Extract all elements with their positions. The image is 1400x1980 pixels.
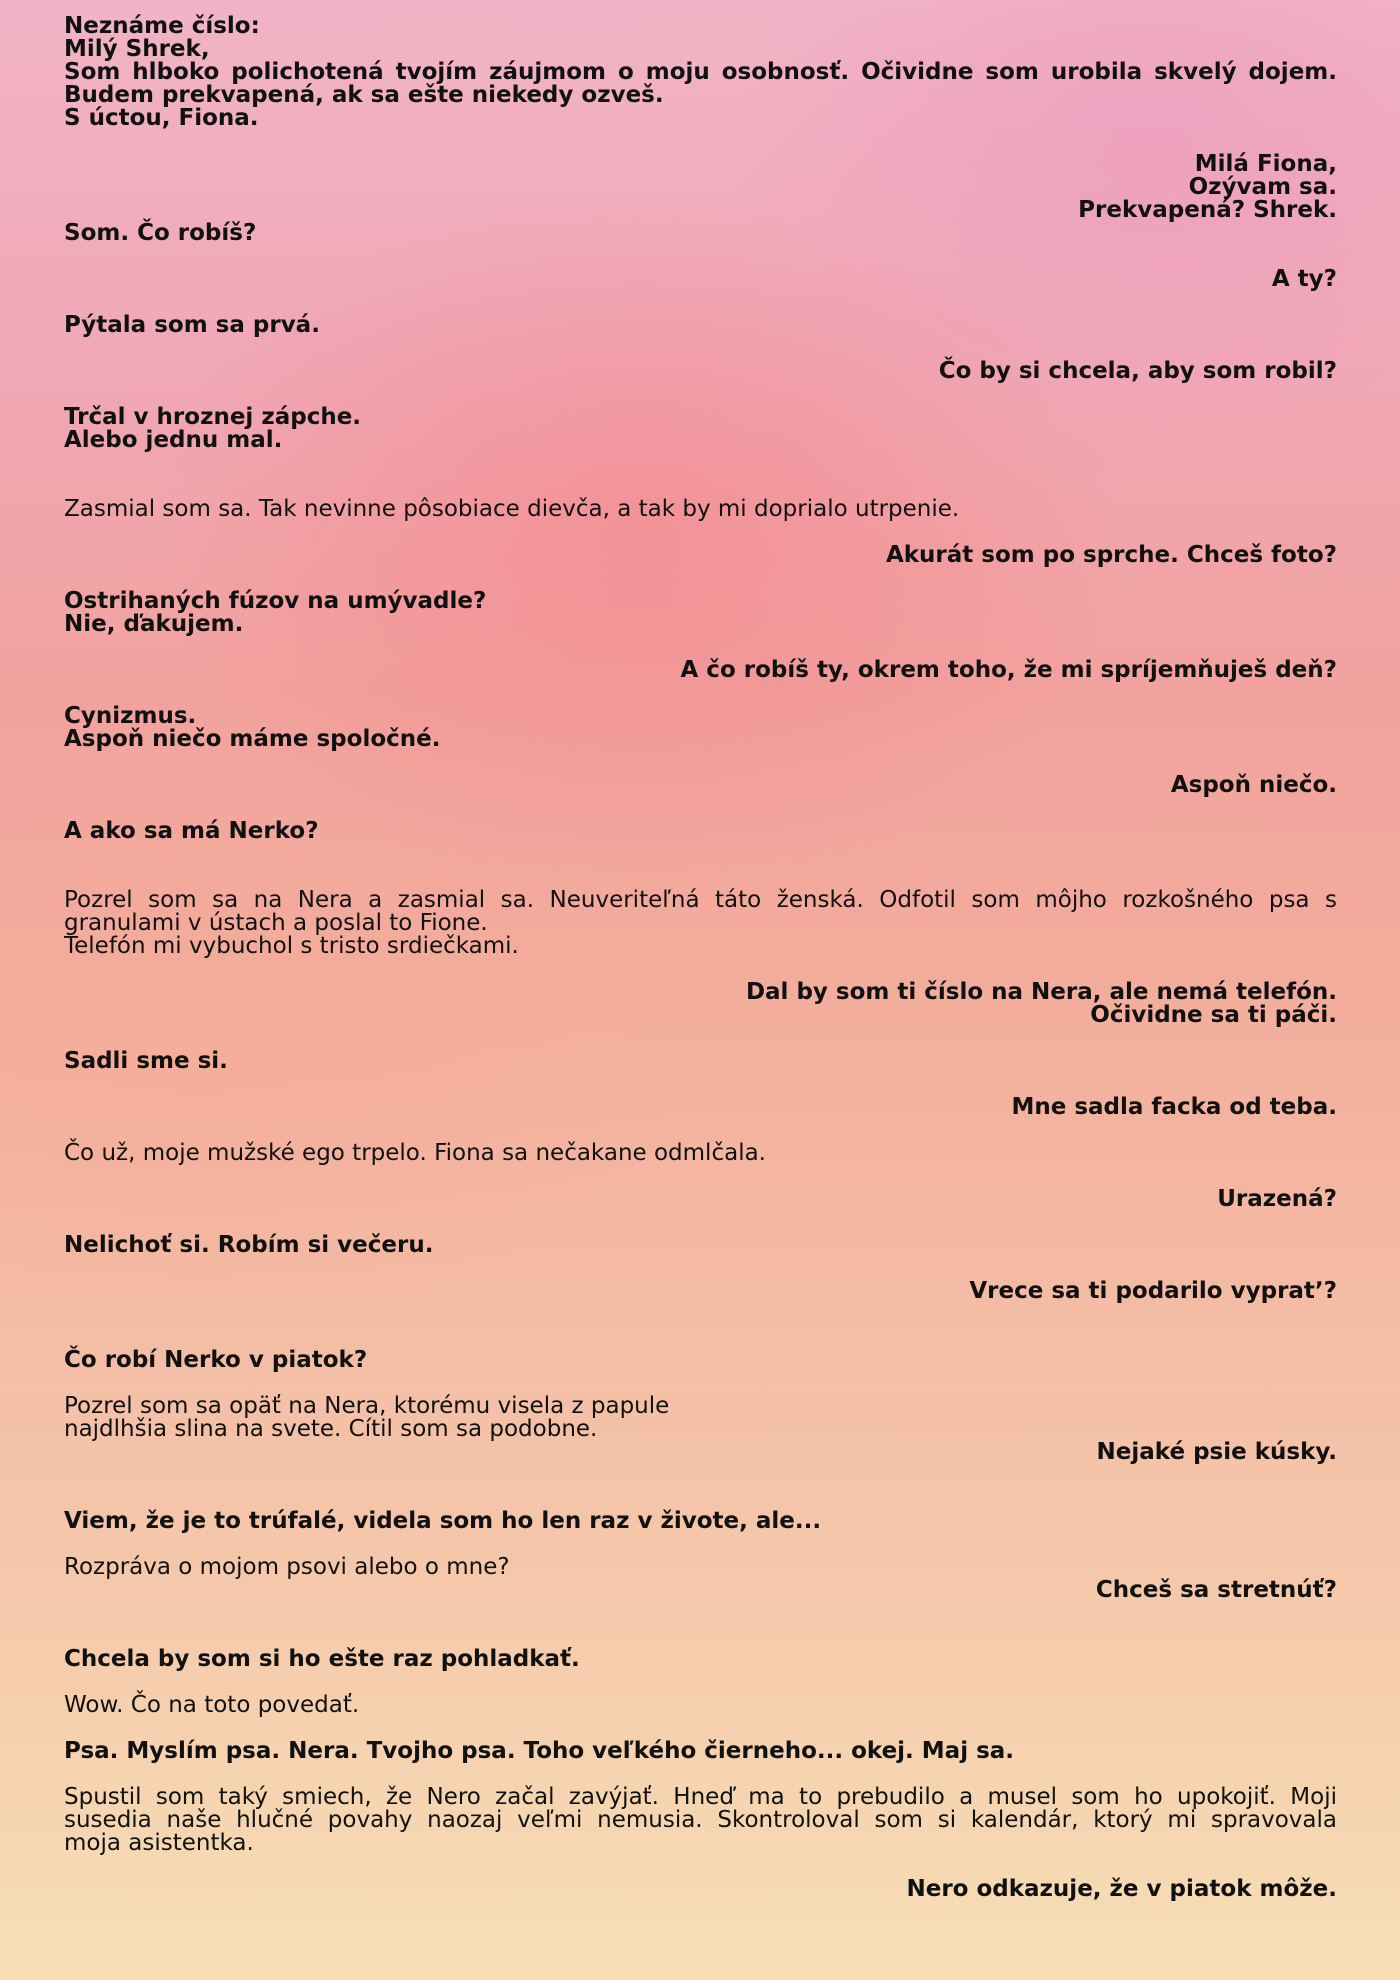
narration-line: Pozrel som sa na Nera a zasmial sa. Neuveriteľná táto ženská. Odfotil som môjho rozkošného psa s bbox=[64, 887, 1337, 913]
message-line: Ostrihaných fúzov na umývadle? bbox=[64, 588, 487, 614]
message-line: A ty? bbox=[1271, 266, 1337, 292]
narration-line: moja asistentka. bbox=[64, 1830, 254, 1856]
message-line: Milá Fiona, bbox=[1194, 151, 1337, 177]
message-line: Ozývam sa. bbox=[1188, 174, 1337, 200]
message-line: A ako sa má Nerko? bbox=[64, 818, 319, 844]
message-line: Pýtala som sa prvá. bbox=[64, 312, 320, 338]
narration-line: Čo už, moje mužské ego trpelo. Fiona sa nečakane odmlčala. bbox=[64, 1140, 766, 1166]
message-line: Alebo jednu mal. bbox=[64, 427, 283, 453]
message-line: Dal by som ti číslo na Nera, ale nemá telefón. bbox=[745, 979, 1337, 1005]
message-line: Milý Shrek, bbox=[64, 36, 210, 62]
narration-line: Telefón mi vybuchol s tristo srdiečkami. bbox=[64, 933, 519, 959]
narration-line: najdlhšia slina na svete. Cítil som sa podobne. bbox=[64, 1416, 598, 1442]
narration-line: Pozrel som sa opäť na Nera, ktorému visela z papule bbox=[64, 1393, 670, 1419]
message-line: Viem, že je to trúfalé, videla som ho len raz v živote, ale... bbox=[64, 1508, 822, 1534]
message-line: Sadli sme si. bbox=[64, 1048, 228, 1074]
narration-line: Zasmial som sa. Tak nevinne pôsobiace dievča, a tak by mi doprialo utrpenie. bbox=[64, 496, 960, 522]
message-line: Budem prekvapená, ak sa ešte niekedy ozveš. bbox=[64, 82, 664, 108]
narration-line: granulami v ústach a poslal to Fione. bbox=[64, 910, 488, 936]
message-line: Aspoň niečo máme spoločné. bbox=[64, 726, 441, 752]
message-line: Chceš sa stretnúť? bbox=[1095, 1577, 1337, 1603]
narration-line: Rozpráva o mojom psovi alebo o mne? bbox=[64, 1554, 510, 1580]
narration-line: Wow. Čo na toto povedať. bbox=[64, 1692, 360, 1718]
message-line: Cynizmus. bbox=[64, 703, 197, 729]
message-line: Očividne sa ti páči. bbox=[1090, 1002, 1337, 1028]
message-line: Neznáme číslo: bbox=[64, 13, 260, 39]
message-line: Prekvapená? Shrek. bbox=[1078, 197, 1337, 223]
narration-line: susedia naše hlučné povahy naozaj veľmi nemusia. Skontroloval som si kalendár, ktorý mi spravovala bbox=[64, 1807, 1337, 1833]
message-line: Nie, ďakujem. bbox=[64, 611, 244, 637]
message-line: Urazená? bbox=[1217, 1186, 1337, 1212]
message-line: Mne sadla facka od teba. bbox=[1011, 1094, 1337, 1120]
message-line: Chcela by som si ho ešte raz pohladkať. bbox=[64, 1646, 580, 1672]
message-line: Trčal v hroznej zápche. bbox=[64, 404, 362, 430]
narration-line: Spustil som taký smiech, že Nero začal zavýjať. Hneď ma to prebudilo a musel som ho upokojiť. Moji bbox=[64, 1784, 1337, 1810]
message-line: Som hlboko polichotená tvojím záujmom o moju osobnosť. Očividne som urobila skvelý dojem. bbox=[64, 59, 1337, 85]
message-line: Nelichoť si. Robím si večeru. bbox=[64, 1232, 434, 1258]
message-line: Nejaké psie kúsky. bbox=[1096, 1439, 1337, 1465]
message-line: Čo robí Nerko v piatok? bbox=[64, 1347, 368, 1373]
message-line: Čo by si chcela, aby som robil? bbox=[938, 358, 1337, 384]
message-line: Vrece sa ti podarilo vypratʼ? bbox=[969, 1278, 1337, 1304]
message-line: Akurát som po sprche. Chceš foto? bbox=[885, 542, 1337, 568]
message-line: Nero odkazuje, že v piatok môže. bbox=[906, 1876, 1337, 1902]
message-line: A čo robíš ty, okrem toho, že mi spríjemňuješ deň? bbox=[680, 657, 1337, 683]
message-line: Som. Čo robíš? bbox=[64, 220, 257, 246]
message-line: S úctou, Fiona. bbox=[64, 105, 259, 131]
message-line: Psa. Myslím psa. Nera. Tvojho psa. Toho veľkého čierneho... okej. Maj sa. bbox=[64, 1738, 1015, 1764]
message-line: Aspoň niečo. bbox=[1170, 772, 1337, 798]
